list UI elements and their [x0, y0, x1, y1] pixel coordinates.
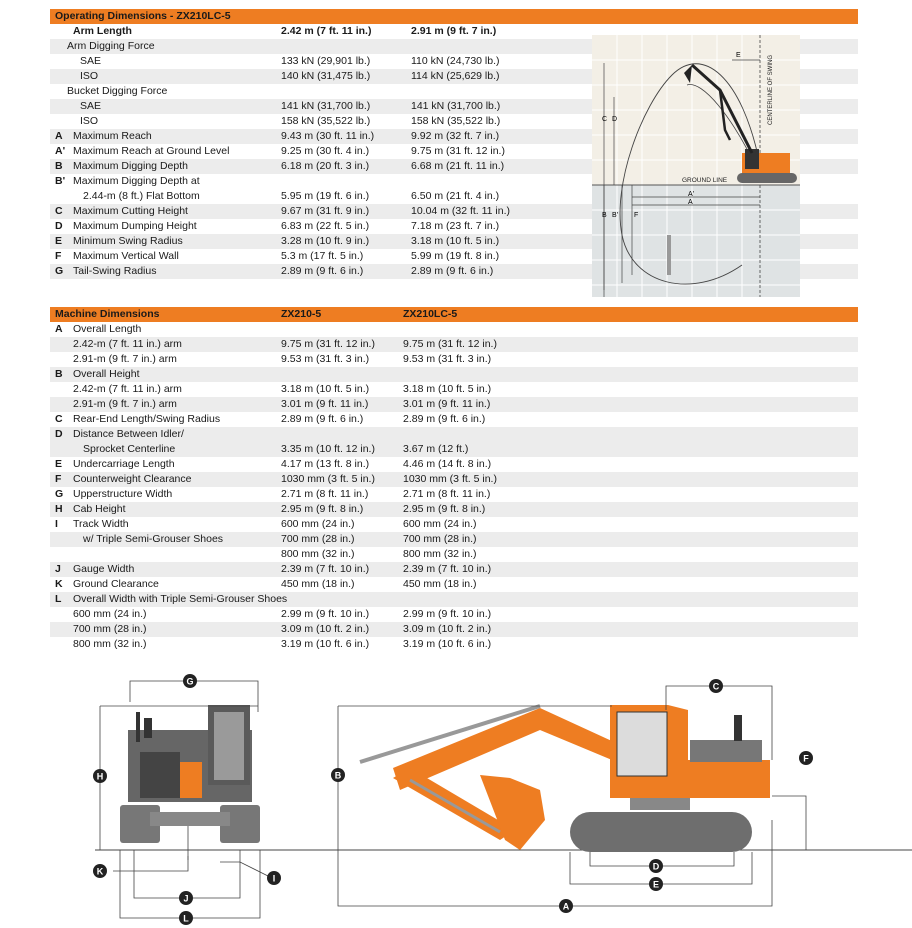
row-value-col1: 3.19 m (10 ft. 6 in.) — [281, 638, 370, 650]
dim-label-e: E — [736, 52, 741, 59]
callout-a-label: A — [562, 901, 570, 912]
row-value-col2: 2.39 m (7 ft. 10 in.) — [403, 563, 492, 575]
table-row — [50, 607, 858, 622]
row-label: 700 mm (28 in.) — [73, 623, 147, 635]
row-letter: C — [55, 413, 63, 425]
callout-i — [267, 871, 281, 885]
row-label: Ground Clearance — [73, 578, 159, 590]
row-value-col2: 6.68 m (21 ft. 11 in.) — [411, 160, 505, 172]
callout-b — [331, 768, 345, 782]
row-value-col1: 133 kN (29,901 lb.) — [281, 55, 371, 67]
table-row — [50, 397, 858, 412]
row-letter: H — [55, 503, 63, 515]
row-value-col2: 6.50 m (21 ft. 4 in.) — [411, 190, 500, 202]
table-row — [50, 352, 858, 367]
row-label: 2.91-m (9 ft. 7 in.) arm — [73, 398, 177, 410]
row-letter: E — [55, 235, 63, 247]
dim-label-b1: B' — [612, 212, 619, 219]
row-label: 2.91-m (9 ft. 7 in.) arm — [73, 353, 177, 365]
table-row — [50, 532, 858, 547]
table-row — [50, 382, 858, 397]
row-value-col2: 158 kN (35,522 lb.) — [411, 115, 501, 127]
row-value-col1: 140 kN (31,475 lb.) — [281, 70, 371, 82]
operating-table-title: Operating Dimensions - ZX210LC-5 — [55, 10, 231, 22]
row-letter: J — [55, 563, 61, 575]
callout-c-label: C — [712, 681, 720, 692]
row-value-col2: 800 mm (32 in.) — [403, 548, 477, 560]
callout-h-label: H — [96, 771, 104, 782]
table-row — [50, 577, 858, 592]
operating-table-header — [50, 9, 858, 24]
dim-label-b: B — [602, 212, 607, 219]
row-value-col1: 158 kN (35,522 lb.) — [281, 115, 371, 127]
row-label: 2.42-m (7 ft. 11 in.) arm — [73, 383, 182, 395]
machine-dimension-drawings — [0, 660, 912, 928]
row-label: Maximum Dumping Height — [73, 220, 197, 232]
row-value-col2: 600 mm (24 in.) — [403, 518, 477, 530]
row-label: Cab Height — [73, 503, 126, 515]
row-label: Maximum Digging Depth at — [73, 175, 200, 187]
machine-col2-header: ZX210LC-5 — [403, 308, 458, 320]
row-label: 600 mm (24 in.) — [73, 608, 147, 620]
ground-line-label: GROUND LINE — [682, 177, 728, 184]
row-value-col1: 3.01 m (9 ft. 11 in.) — [281, 398, 369, 410]
table-row — [50, 547, 858, 562]
row-value-col1: 4.17 m (13 ft. 8 in.) — [281, 458, 370, 470]
centerline-label: CENTERLINE OF SWING — [768, 54, 774, 125]
row-value-col2: 3.09 m (10 ft. 2 in.) — [403, 623, 492, 635]
table-row — [50, 517, 858, 532]
row-value-col1: 2.42 m (7 ft. 11 in.) — [281, 25, 372, 37]
row-label: 2.42-m (7 ft. 11 in.) arm — [73, 338, 182, 350]
row-value-col1: 9.67 m (31 ft. 9 in.) — [281, 205, 370, 217]
row-value-col2: 2.91 m (9 ft. 7 in.) — [411, 25, 497, 37]
machine-col1-header: ZX210-5 — [281, 308, 322, 320]
callout-j-label: J — [183, 893, 189, 904]
table-row — [50, 412, 858, 427]
row-value-col2: 9.75 m (31 ft. 12 in.) — [403, 338, 497, 350]
row-label: Gauge Width — [73, 563, 135, 575]
row-value-col2: 7.18 m (23 ft. 7 in.) — [411, 220, 500, 232]
row-value-col1: 6.18 m (20 ft. 3 in.) — [281, 160, 370, 172]
row-value-col2: 9.92 m (32 ft. 7 in.) — [411, 130, 500, 142]
dim-label-d: D — [612, 116, 618, 123]
row-label: Maximum Reach at Ground Level — [73, 145, 230, 157]
row-letter: B — [55, 160, 63, 172]
callout-g-label: G — [186, 676, 194, 687]
row-letter: F — [55, 473, 62, 485]
machine-dimensions-table — [50, 307, 858, 652]
row-value-col1: 5.95 m (19 ft. 6 in.) — [281, 190, 370, 202]
table-row — [50, 562, 858, 577]
row-value-col1: 9.75 m (31 ft. 12 in.) — [281, 338, 375, 350]
row-letter: B — [55, 368, 63, 380]
row-letter: D — [55, 428, 63, 440]
callout-h — [93, 769, 107, 783]
row-label: SAE — [80, 55, 102, 67]
callout-d-label: D — [652, 861, 660, 872]
row-value-col1: 600 mm (24 in.) — [281, 518, 355, 530]
row-value-col2: 3.01 m (9 ft. 11 in.) — [403, 398, 491, 410]
row-value-col1: 3.35 m (10 ft. 12 in.) — [281, 443, 375, 455]
excavator-front-view — [120, 705, 260, 843]
excavator-side-view — [360, 705, 770, 852]
row-label: Overall Height — [73, 368, 140, 380]
row-letter: A — [55, 323, 63, 335]
callout-k — [93, 864, 107, 878]
row-letter: A — [55, 130, 63, 142]
callout-f — [799, 751, 813, 765]
row-letter: L — [55, 593, 62, 605]
dim-label-c: C — [602, 116, 608, 123]
row-label: SAE — [80, 100, 102, 112]
row-label: Maximum Cutting Height — [73, 205, 188, 217]
row-value-col2: 3.19 m (10 ft. 6 in.) — [403, 638, 492, 650]
callout-i-label: I — [272, 873, 276, 884]
row-value-col2: 700 mm (28 in.) — [403, 533, 477, 545]
row-label: Bucket Digging Force — [67, 85, 168, 97]
row-value-col2: 114 kN (25,629 lb.) — [411, 70, 500, 82]
table-row — [50, 427, 858, 457]
row-letter: C — [55, 205, 63, 217]
row-letter: D — [55, 220, 63, 232]
table-row — [50, 487, 858, 502]
row-value-col1: 9.25 m (30 ft. 4 in.) — [281, 145, 370, 157]
row-label: Counterweight Clearance — [73, 473, 192, 485]
row-label-continued: Sprocket Centerline — [83, 443, 176, 455]
callout-c — [709, 679, 723, 693]
table-row — [50, 622, 858, 637]
row-label: w/ Triple Semi-Grouser Shoes — [83, 533, 224, 545]
row-value-col1: 9.53 m (31 ft. 3 in.) — [281, 353, 370, 365]
row-label: Tail-Swing Radius — [73, 265, 157, 277]
row-letter: G — [55, 488, 64, 500]
row-label: Distance Between Idler/ — [73, 428, 184, 440]
working-range-diagram — [592, 35, 800, 297]
callout-l — [179, 911, 193, 925]
row-label: ISO — [80, 70, 99, 82]
callout-e-label: E — [652, 879, 660, 890]
callout-a — [559, 899, 573, 913]
row-value-col1: 2.95 m (9 ft. 8 in.) — [281, 503, 364, 515]
row-value-col2: 4.46 m (14 ft. 8 in.) — [403, 458, 492, 470]
row-label: ISO — [80, 115, 99, 127]
row-label: Rear-End Length/Swing Radius — [73, 413, 221, 425]
table-row — [50, 337, 858, 352]
row-value-col1: 5.3 m (17 ft. 5 in.) — [281, 250, 364, 262]
row-value-col2: 9.53 m (31 ft. 3 in.) — [403, 353, 492, 365]
row-label: Upperstructure Width — [73, 488, 173, 500]
row-value-col1: 800 mm (32 in.) — [281, 548, 355, 560]
row-value-col2: 2.89 m (9 ft. 6 in.) — [411, 265, 494, 277]
callout-e — [649, 877, 663, 891]
row-value-col2: 3.67 m (12 ft.) — [403, 443, 469, 455]
row-letter: E — [55, 458, 63, 470]
row-value-col1: 3.09 m (10 ft. 2 in.) — [281, 623, 370, 635]
callout-k-label: K — [96, 866, 104, 877]
row-label: Track Width — [73, 518, 129, 530]
row-value-col1: 2.71 m (8 ft. 11 in.) — [281, 488, 369, 500]
table-row — [50, 457, 858, 472]
row-letter: G — [55, 265, 64, 277]
table-row — [50, 367, 858, 382]
row-letter: K — [55, 578, 63, 590]
row-value-col2: 2.95 m (9 ft. 8 in.) — [403, 503, 486, 515]
callout-d — [649, 859, 663, 873]
row-value-col2: 10.04 m (32 ft. 11 in.) — [411, 205, 511, 217]
callout-j — [179, 891, 193, 905]
table-row — [50, 502, 858, 517]
row-value-col2: 5.99 m (19 ft. 8 in.) — [411, 250, 500, 262]
row-label: Arm Digging Force — [67, 40, 155, 52]
row-value-col1: 9.43 m (30 ft. 11 in.) — [281, 130, 375, 142]
dim-label-a: A — [688, 199, 693, 206]
row-value-col2: 3.18 m (10 ft. 5 in.) — [403, 383, 492, 395]
table-row — [50, 637, 858, 652]
row-value-col1: 2.99 m (9 ft. 10 in.) — [281, 608, 370, 620]
row-value-col1: 2.89 m (9 ft. 6 in.) — [281, 413, 364, 425]
row-value-col2: 1030 mm (3 ft. 5 in.) — [403, 473, 497, 485]
table-row — [50, 472, 858, 487]
machine-table-title: Machine Dimensions — [55, 308, 160, 320]
callout-f-label: F — [803, 753, 809, 764]
callout-b-label: B — [334, 770, 342, 781]
row-label: Maximum Digging Depth — [73, 160, 188, 172]
row-value-col2: 450 mm (18 in.) — [403, 578, 477, 590]
row-label: 800 mm (32 in.) — [73, 638, 147, 650]
row-value-col2: 141 kN (31,700 lb.) — [411, 100, 501, 112]
row-label: Undercarriage Length — [73, 458, 175, 470]
table-row — [50, 322, 858, 337]
row-value-col2: 9.75 m (31 ft. 12 in.) — [411, 145, 505, 157]
row-value-col1: 2.39 m (7 ft. 10 in.) — [281, 563, 370, 575]
row-value-col1: 3.18 m (10 ft. 5 in.) — [281, 383, 370, 395]
row-label: Overall Width with Triple Semi-Grouser Shoes — [73, 593, 288, 605]
row-label-continued: 2.44-m (8 ft.) Flat Bottom — [83, 190, 200, 202]
row-value-col1: 1030 mm (3 ft. 5 in.) — [281, 473, 375, 485]
row-label: Arm Length — [73, 25, 132, 37]
row-value-col1: 141 kN (31,700 lb.) — [281, 100, 371, 112]
row-value-col1: 3.28 m (10 ft. 9 in.) — [281, 235, 370, 247]
row-value-col2: 2.99 m (9 ft. 10 in.) — [403, 608, 492, 620]
row-value-col2: 2.71 m (8 ft. 11 in.) — [403, 488, 491, 500]
row-value-col1: 450 mm (18 in.) — [281, 578, 355, 590]
row-value-col1: 700 mm (28 in.) — [281, 533, 355, 545]
row-value-col2: 110 kN (24,730 lb.) — [411, 55, 500, 67]
row-label: Maximum Reach — [73, 130, 152, 142]
table-row — [50, 592, 858, 607]
machine-table-header — [50, 307, 858, 322]
row-value-col2: 3.18 m (10 ft. 5 in.) — [411, 235, 500, 247]
dim-label-a1: A' — [688, 191, 695, 198]
row-letter: B' — [55, 175, 66, 187]
row-letter: A' — [55, 145, 66, 157]
callout-l-label: L — [183, 913, 189, 924]
row-label: Maximum Vertical Wall — [73, 250, 179, 262]
row-value-col2: 2.89 m (9 ft. 6 in.) — [403, 413, 486, 425]
row-letter: I — [55, 518, 58, 530]
row-value-col1: 6.83 m (22 ft. 5 in.) — [281, 220, 370, 232]
row-value-col1: 2.89 m (9 ft. 6 in.) — [281, 265, 364, 277]
dim-label-f: F — [634, 212, 639, 219]
callout-g — [183, 674, 197, 688]
row-letter: F — [55, 250, 62, 262]
row-label: Minimum Swing Radius — [73, 235, 183, 247]
row-label: Overall Length — [73, 323, 142, 335]
